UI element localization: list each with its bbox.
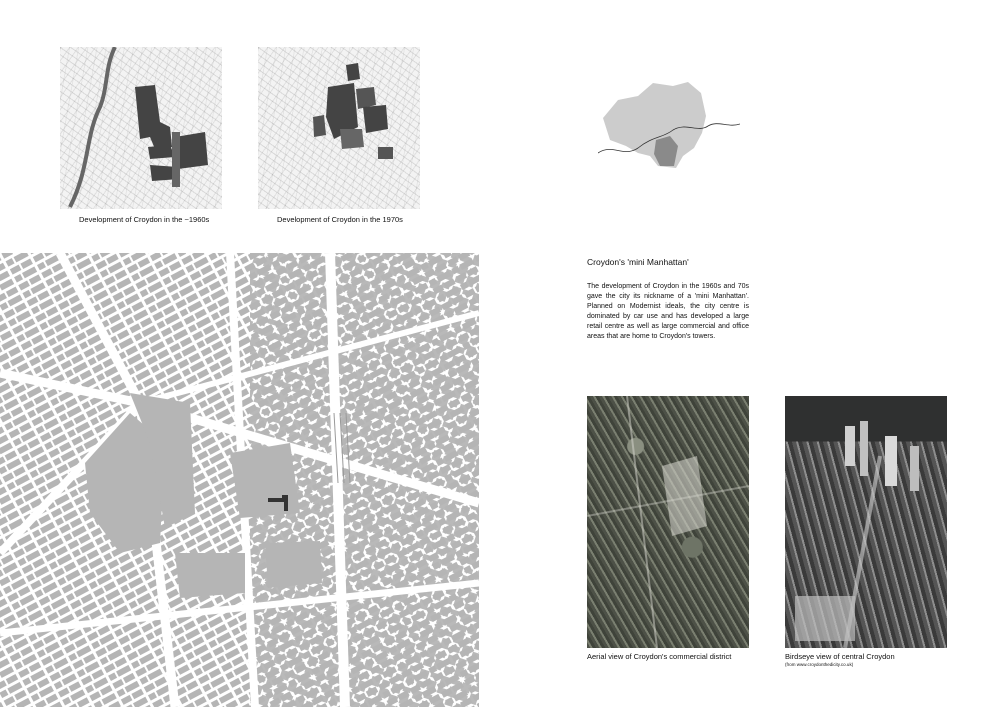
figure-ground-svg: [0, 253, 479, 707]
birdseye-photo: [785, 396, 947, 648]
aerial-photo: [587, 396, 749, 648]
birdseye-caption: Birdseye view of central Croydon: [785, 652, 895, 661]
caption-1960s: Development of Croydon in the ~1960s: [79, 215, 210, 224]
map-1960s: [60, 47, 222, 209]
caption-1970s: Development of Croydon in the 1970s: [277, 215, 403, 224]
map-1970s-overlay: [258, 47, 420, 209]
map-1970s: [258, 47, 420, 209]
map-1960s-overlay: [60, 47, 222, 209]
birdseye-credit: (from www.croydonthedicity.co.uk): [785, 662, 854, 667]
london-locator-svg: [598, 78, 740, 173]
london-locator-map: [598, 78, 740, 173]
aerial-photo-detail: [587, 396, 749, 648]
figure-ground-map: [0, 253, 479, 707]
section-heading: Croydon's 'mini Manhattan': [587, 257, 689, 267]
aerial-caption: Aerial view of Croydon's commercial district: [587, 652, 732, 661]
birdseye-photo-detail: [785, 396, 947, 648]
section-paragraph: The development of Croydon in the 1960s and 70s gave the city its nickname of a 'mini Manhattan'. Planned on Modernist ideals, the city centre is dominated by car use and has developed a large retail centre as well as large commercial and office areas that are home to Croydon's towers.: [587, 283, 749, 340]
